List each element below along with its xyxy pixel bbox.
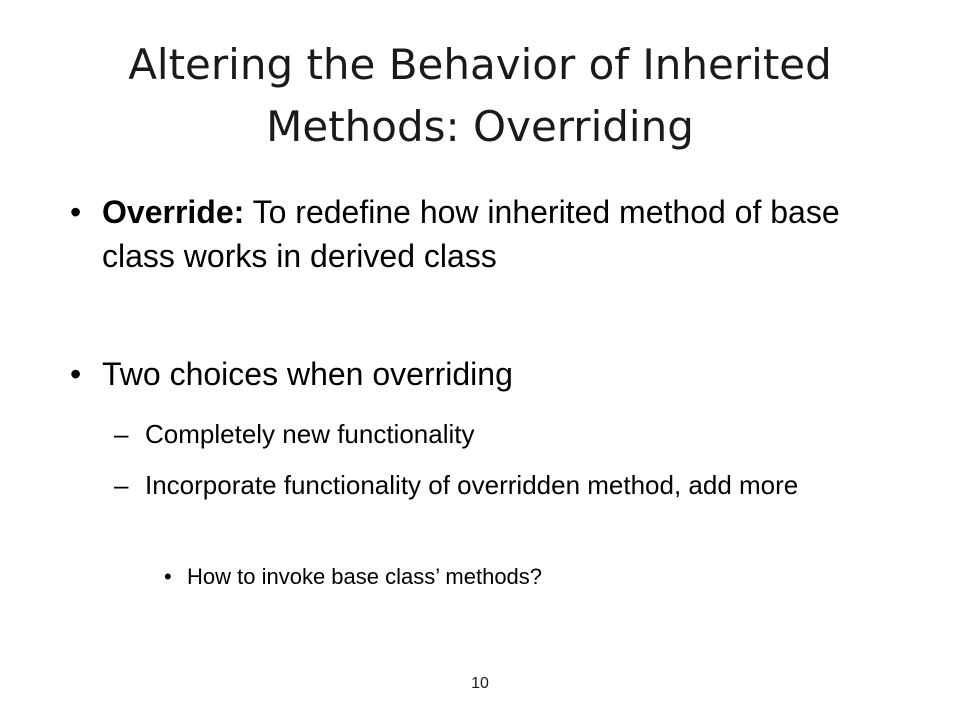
bullet-override	[70, 190, 850, 278]
bullet-definition: To redefine how inherited method of base class works in derived class	[102, 194, 840, 274]
bullet-term: Override:	[102, 194, 245, 230]
bullet-marker: •	[70, 194, 82, 230]
bullet-text: Two choices when overriding	[102, 356, 513, 392]
sub-bullet-new-functionality	[114, 416, 834, 452]
page-number: 10	[471, 675, 489, 692]
sub-bullet-incorporate	[114, 467, 834, 503]
sub-sub-bullet-invoke	[164, 562, 804, 592]
sub-bullet-text: Completely new functionality	[145, 419, 475, 449]
dash-marker: –	[114, 419, 129, 449]
dash-marker: –	[114, 470, 129, 500]
bullet-marker: •	[70, 356, 82, 392]
slide-title-line-1: Altering the Behavior of Inherited	[128, 40, 832, 89]
sub-bullet-text: Incorporate functionality of overridden method, add more	[145, 470, 799, 500]
sub-sub-bullet-text: How to invoke base class’ methods?	[187, 564, 543, 589]
bullet-marker: •	[164, 564, 172, 589]
bullet-two-choices	[70, 352, 850, 396]
bullet-text	[102, 190, 850, 278]
slide-title-line-2: Methods: Overriding	[266, 102, 694, 151]
